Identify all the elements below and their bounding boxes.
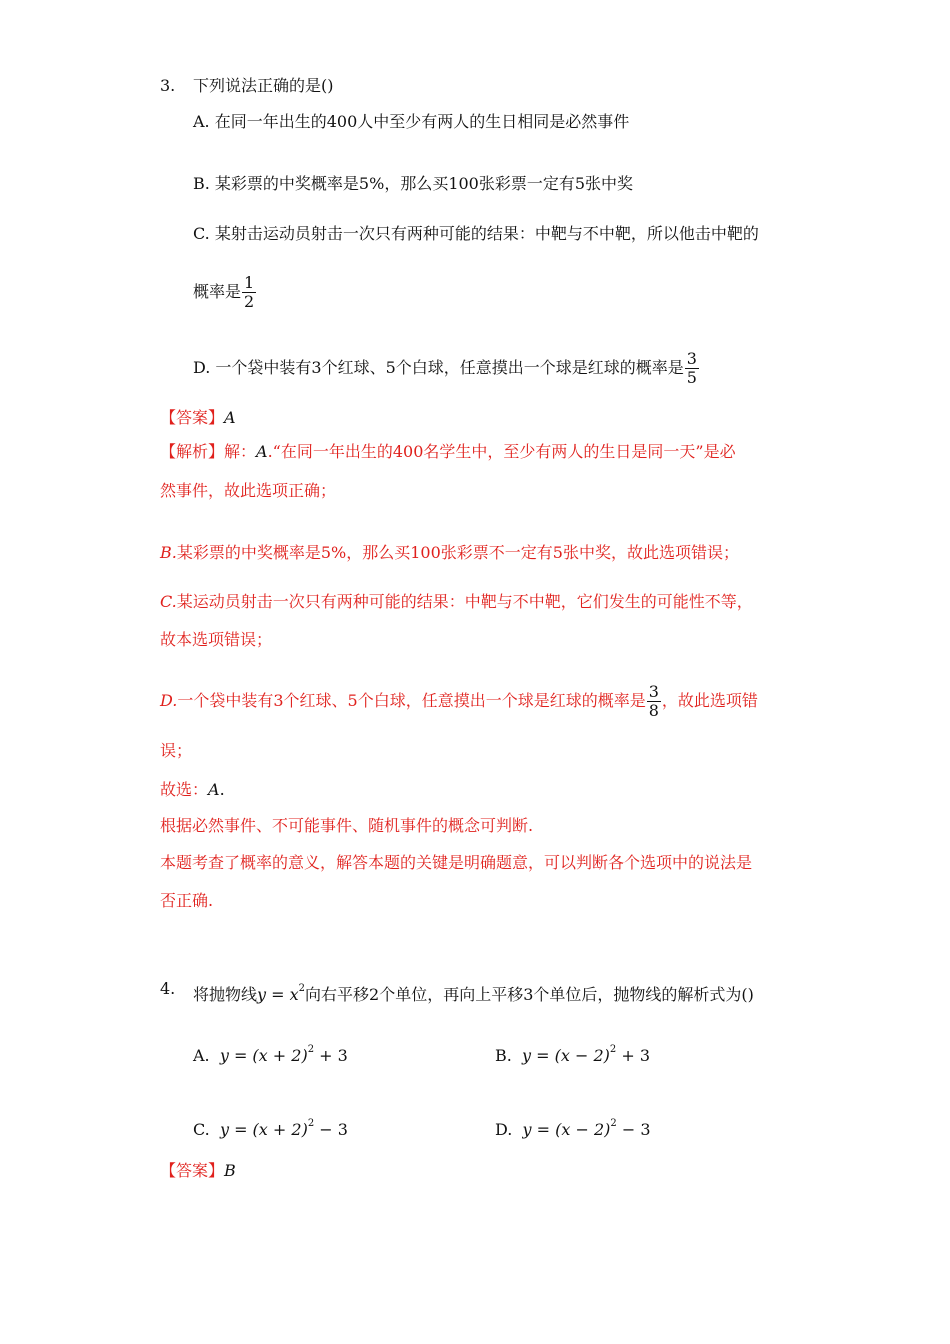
q3-analysis-line-9: 根据必然事件、不可能事件、随机事件的概念可判断. — [160, 816, 534, 835]
q3-option-c: C. 某射击运动员射击一次只有两种可能的结果：中靶与不中靶，所以他击中靶的 — [193, 224, 759, 243]
q3-option-a: A. 在同一年出生的400人中至少有两人的生日相同是必然事件 — [193, 112, 630, 131]
q4-option-b: B. $y = (x - 2)^2 + 3$ — [495, 1044, 651, 1065]
q3-number: 3. — [160, 76, 176, 95]
q3-analysis-line-3: B.某彩票的中奖概率是5%，那么买100张彩票不一定有5张中奖，故此选项错误； — [160, 543, 739, 562]
q3-analysis-line-2: 然事件，故此选项正确； — [160, 481, 337, 500]
q3-analysis-line-4: C.某运动员射击一次只有两种可能的结果：中靶与不中靶，它们发生的可能性不等， — [160, 592, 753, 611]
q4-answer — [160, 1161, 236, 1181]
q4-stem: 将抛物线$y = x^2$向右平移2个单位，再向上平移3个单位后，抛物线的解析式为() — [193, 983, 754, 1004]
q3-analysis-line-8: 故选：A. — [160, 780, 225, 799]
q3-analysis-fraction: $\frac{3}{8}$ — [648, 682, 659, 720]
q3-option-d-text: D. 一个袋中装有3个红球、5个白球，任意摸出一个球是红球的概率是 — [193, 358, 684, 377]
q3-analysis-line-11: 否正确. — [160, 891, 214, 910]
q3-answer-value: A — [224, 408, 236, 427]
q3-analysis-line-6: D.一个袋中装有3个红球、5个白球，任意摸出一个球是红球的概率是 $\frac{3}{8}$ ，故此选项错 — [160, 682, 758, 720]
q4-number: 4. — [160, 979, 176, 998]
q3-analysis-line-10: 本题考查了概率的意义，解答本题的关键是明确题意，可以判断各个选项中的说法是 — [160, 853, 753, 872]
q3-option-d-fraction: $\frac{3}{5}$ — [686, 349, 697, 387]
q3-option-c-cont — [193, 274, 257, 311]
q3-stem: 下列说法正确的是() — [193, 76, 334, 95]
q4-option-d: D. $y = (x - 2)^2 - 3$ — [495, 1118, 651, 1139]
q4-option-a: A. $y = (x + 2)^2 + 3$ — [193, 1044, 348, 1065]
q3-analysis-line-1: 【解析】解：A.“在同一年出生的400名学生中，至少有两人的生日是同一天”是必 — [160, 442, 736, 461]
q3-answer-label: 【答案】 — [160, 408, 225, 427]
q3-option-d — [193, 350, 700, 387]
q3-option-c-text: 概率是 — [193, 282, 242, 301]
q4-answer-value: B — [224, 1161, 236, 1180]
q3-option-c-fraction: $\frac{1}{2}$ — [244, 273, 255, 311]
q3-answer — [160, 408, 236, 428]
q3-option-b: B. 某彩票的中奖概率是5%，那么买100张彩票一定有5张中奖 — [193, 174, 634, 193]
q4-option-c: C. $y = (x + 2)^2 - 3$ — [193, 1118, 348, 1139]
q3-analysis-line-5: 故本选项错误； — [160, 630, 273, 649]
q4-answer-label: 【答案】 — [160, 1161, 225, 1180]
q3-analysis-line-7: 误； — [160, 741, 193, 760]
